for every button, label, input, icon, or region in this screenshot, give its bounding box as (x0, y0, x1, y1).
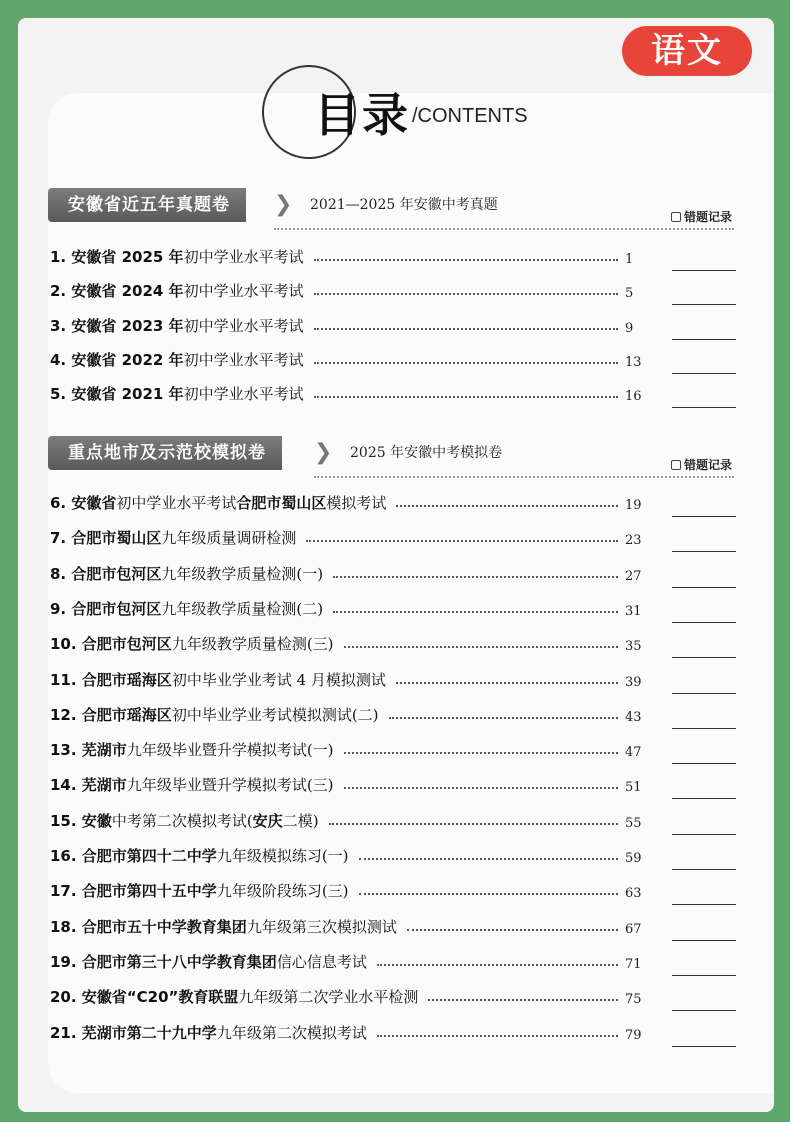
toc-item-unit: 合肥市瑶海区 (81, 670, 172, 689)
toc-item[interactable] (50, 313, 740, 341)
toc-item-page: 19 (625, 498, 642, 513)
toc-item-page: 9 (625, 320, 634, 336)
section-divider (274, 228, 734, 230)
toc-item-unit: 安徽 (81, 811, 112, 830)
toc-item-title (50, 774, 334, 795)
toc-item[interactable] (50, 561, 740, 589)
toc-item-unit: 安徽省 2023 年 (71, 316, 184, 335)
toc-item-title (50, 383, 304, 404)
toc-item-unit: 合肥市瑶海区 (81, 705, 172, 724)
toc-item-unit: 合肥市包河区 (71, 599, 162, 618)
toc-item-title (50, 280, 304, 301)
toc-item-title (50, 633, 334, 654)
toc-item-page: 39 (625, 674, 642, 690)
toc-item-desc: 九年级教学质量检测(三) (171, 635, 334, 654)
toc-item-desc: 二模) (282, 811, 319, 830)
toc-item[interactable] (50, 278, 740, 306)
toc-item-title (50, 810, 319, 831)
leader-dots (314, 396, 618, 398)
toc-item-number: 3. (50, 316, 72, 335)
toc-item[interactable] (50, 702, 740, 730)
toc-item-unit: 安徽省 2022 年 (71, 350, 184, 369)
toc-item-unit: 合肥市第四十二中学 (81, 847, 217, 865)
toc-item-number: 8. (50, 564, 72, 583)
leader-dots (333, 611, 618, 613)
record-blank-line[interactable] (672, 657, 736, 658)
toc-item[interactable] (50, 808, 740, 836)
toc-item-unit: 合肥市包河区 (71, 564, 162, 583)
record-blank-line[interactable] (672, 975, 736, 976)
toc-item-unit: 合肥市五十中学教育集团 (81, 917, 247, 936)
toc-item[interactable] (50, 878, 740, 906)
toc-item-desc: 信心信息考试 (276, 952, 367, 971)
record-blank-line[interactable] (672, 834, 736, 835)
record-blank-line[interactable] (672, 763, 736, 764)
record-label-text: 错题记录 (683, 210, 732, 224)
record-blank-line[interactable] (672, 551, 736, 552)
toc-item-title (50, 527, 296, 548)
leader-dots (377, 964, 618, 966)
record-label (671, 208, 732, 225)
toc-item-number: 14. (50, 776, 82, 795)
toc-item-title (50, 1022, 367, 1043)
toc-item-desc: 初中毕业学业考试模拟测试(二) (171, 705, 379, 724)
toc-item-number: 6. (50, 494, 72, 512)
record-blank-line[interactable] (672, 940, 736, 941)
toc-item-page: 63 (625, 886, 642, 902)
toc-item-desc: 九年级质量调研检测 (161, 529, 297, 548)
section-label: 安徽省近五年真题卷 (48, 188, 246, 222)
toc-item-desc: 九年级第二次模拟考试 (216, 1023, 367, 1042)
toc-item-unit: 芜湖市 (81, 776, 127, 795)
toc-item-unit: 安徽省“C20”教育联盟 (81, 988, 239, 1007)
toc-item-title (50, 246, 304, 267)
toc-item[interactable] (50, 949, 740, 977)
section-desc: 2021—2025 年安徽中考真题 (310, 197, 498, 213)
toc-item-page: 16 (625, 389, 642, 405)
leader-dots (359, 893, 618, 895)
toc-item[interactable] (50, 490, 740, 518)
record-blank-line[interactable] (672, 516, 736, 517)
toc-item[interactable] (50, 381, 740, 409)
toc-item-number: 20. (50, 988, 82, 1007)
toc-item-title (50, 349, 304, 370)
toc-item-number: 12. (50, 705, 82, 724)
title-main: 目录 (314, 88, 410, 142)
record-blank-line[interactable] (672, 904, 736, 905)
toc-item-number: 13. (50, 741, 82, 760)
record-blank-line[interactable] (672, 622, 736, 623)
leader-dots (306, 540, 618, 542)
toc-item[interactable] (50, 244, 740, 272)
toc-item[interactable] (50, 772, 740, 800)
leader-dots (389, 717, 618, 719)
toc-item-number: 17. (50, 882, 82, 901)
leader-dots (314, 293, 618, 295)
record-blank-line[interactable] (672, 1046, 736, 1047)
toc-item-number: 7. (50, 529, 72, 548)
toc-item-unit: 合肥市包河区 (81, 635, 172, 654)
toc-item-desc: 九年级毕业暨升学模拟考试(三) (126, 776, 334, 795)
record-blank-line[interactable] (672, 339, 736, 340)
toc-item-desc: 九年级毕业暨升学模拟考试(一) (126, 741, 334, 760)
toc-item-desc: 初中毕业学业考试 4 月模拟测试 (171, 670, 386, 689)
toc-item-page: 67 (625, 921, 642, 937)
leader-dots (396, 505, 618, 507)
toc-item-page: 55 (625, 815, 642, 831)
toc-item-page: 43 (625, 709, 642, 725)
leader-dots (407, 929, 618, 931)
toc-item-number: 9. (50, 599, 72, 618)
toc-item-number: 2. (50, 282, 72, 301)
leader-dots (333, 576, 618, 578)
section-desc: 2025 年安徽中考模拟卷 (350, 445, 503, 461)
record-blank-line[interactable] (672, 407, 736, 408)
toc-item-desc: 中考第二次模拟考试( (111, 811, 253, 830)
toc-item-desc: 初中学业水平考试 (183, 282, 304, 301)
toc-item[interactable] (50, 914, 740, 942)
toc-item-page: 75 (625, 992, 642, 1008)
toc-item-unit: 安徽省 2025 年 (71, 248, 184, 266)
toc-item-desc: 九年级模拟练习(一) (216, 847, 349, 865)
toc-item-number: 4. (50, 350, 72, 369)
toc-item-title (50, 845, 349, 866)
leader-dots (329, 823, 618, 825)
note-icon (671, 212, 681, 222)
record-label-text: 错题记录 (683, 458, 732, 472)
record-blank-line[interactable] (672, 728, 736, 729)
leader-dots (314, 362, 618, 364)
toc-item-unit: 芜湖市 (81, 741, 127, 760)
toc-item-unit: 安徽省 2021 年 (71, 385, 184, 404)
toc-item-page: 51 (625, 780, 642, 796)
toc-item-number: 15. (50, 811, 82, 830)
toc-item[interactable] (50, 525, 740, 553)
section-divider (314, 476, 734, 478)
leader-dots (396, 682, 618, 684)
toc-item[interactable] (50, 843, 740, 871)
toc-item-desc: 初中学业水平考试 (183, 350, 304, 369)
toc-item-unit: 合肥市蜀山区 (71, 529, 162, 548)
toc-item-desc: 九年级教学质量检测(一) (161, 564, 324, 583)
toc-item-unit: 合肥市第四十五中学 (81, 882, 217, 901)
record-blank-line[interactable] (672, 304, 736, 305)
record-blank-line[interactable] (672, 869, 736, 870)
toc-item-title (50, 916, 397, 937)
toc-title (262, 65, 562, 160)
page-inner-panel (48, 93, 774, 1093)
toc-item-title (50, 880, 349, 901)
toc-item-unit: 安徽省 2024 年 (71, 282, 184, 301)
toc-item-page: 13 (625, 354, 642, 370)
subject-badge: 语文 (622, 26, 752, 76)
toc-item-page: 31 (625, 603, 642, 619)
toc-item-page: 35 (625, 639, 642, 655)
record-blank-line[interactable] (672, 693, 736, 694)
toc-item[interactable] (50, 667, 740, 695)
toc-item-title (50, 986, 418, 1007)
toc-item-unit: 安庆 (252, 811, 283, 830)
toc-item-page: 23 (625, 533, 642, 549)
toc-item-page: 79 (625, 1027, 642, 1043)
record-label (671, 456, 732, 473)
toc-item-desc: 初中学业水平考试 (183, 316, 304, 335)
chevron-right-icon: ❯ (314, 440, 333, 465)
toc-item-number: 16. (50, 847, 82, 865)
record-blank-line[interactable] (672, 373, 736, 374)
toc-item-unit: 合肥市第三十八中学教育集团 (81, 952, 277, 971)
leader-dots (344, 646, 618, 648)
toc-item-title (50, 739, 334, 760)
section-label: 重点地市及示范校模拟卷 (48, 436, 282, 470)
leader-dots (359, 858, 618, 860)
toc-item[interactable] (50, 596, 740, 624)
toc-item-title (50, 315, 304, 336)
toc-item-desc: 九年级教学质量检测(二) (161, 599, 324, 618)
toc-item-page: 47 (625, 745, 642, 761)
toc-item-page: 59 (625, 851, 642, 866)
toc-item-unit: 安徽省 (71, 494, 117, 512)
toc-item-number: 5. (50, 385, 72, 404)
toc-item-desc: 初中学业水平考试 (183, 248, 304, 266)
toc-item[interactable] (50, 1020, 740, 1048)
toc-item-desc: 模拟考试 (326, 494, 387, 512)
toc-item-page: 1 (625, 252, 634, 267)
toc-item-desc: 九年级第三次模拟测试 (246, 917, 397, 936)
toc-item-title (50, 704, 379, 725)
toc-item-desc: 初中学业水平考试 (116, 494, 237, 512)
toc-item[interactable] (50, 631, 740, 659)
record-blank-line[interactable] (672, 1010, 736, 1011)
toc-item-page: 5 (625, 286, 634, 302)
toc-item-number: 21. (50, 1023, 82, 1042)
toc-item-desc: 初中学业水平考试 (183, 385, 304, 404)
leader-dots (428, 999, 618, 1001)
toc-item-title (50, 492, 386, 513)
leader-dots (377, 1035, 618, 1037)
toc-item-number: 19. (50, 952, 82, 971)
toc-item-title (50, 951, 367, 972)
toc-item-desc: 九年级第二次学业水平检测 (238, 988, 419, 1007)
toc-item[interactable] (50, 984, 740, 1012)
toc-item[interactable] (50, 737, 740, 765)
record-blank-line[interactable] (672, 798, 736, 799)
leader-dots (344, 752, 618, 754)
toc-item-number: 18. (50, 917, 82, 936)
leader-dots (314, 259, 618, 261)
record-blank-line[interactable] (672, 270, 736, 271)
toc-item-page: 71 (625, 956, 642, 972)
title-sub: /CONTENTS (412, 105, 528, 127)
leader-dots (314, 328, 618, 330)
toc-item-number: 10. (50, 635, 82, 654)
toc-item-desc: 九年级阶段练习(三) (216, 882, 349, 901)
toc-item-unit: 芜湖市第二十九中学 (81, 1023, 217, 1042)
chevron-right-icon: ❯ (274, 192, 293, 217)
section-header-1 (48, 188, 738, 224)
toc-item-title (50, 669, 386, 690)
note-icon (671, 460, 681, 470)
toc-item-title (50, 563, 323, 584)
toc-item-number: 11. (50, 670, 82, 689)
section-header-2 (48, 436, 738, 472)
leader-dots (344, 787, 618, 789)
record-blank-line[interactable] (672, 587, 736, 588)
toc-item-unit: 合肥市蜀山区 (236, 494, 327, 512)
toc-item[interactable] (50, 347, 740, 375)
toc-item-number: 1. (50, 248, 72, 266)
toc-item-title (50, 598, 323, 619)
toc-item-page: 27 (625, 568, 642, 584)
